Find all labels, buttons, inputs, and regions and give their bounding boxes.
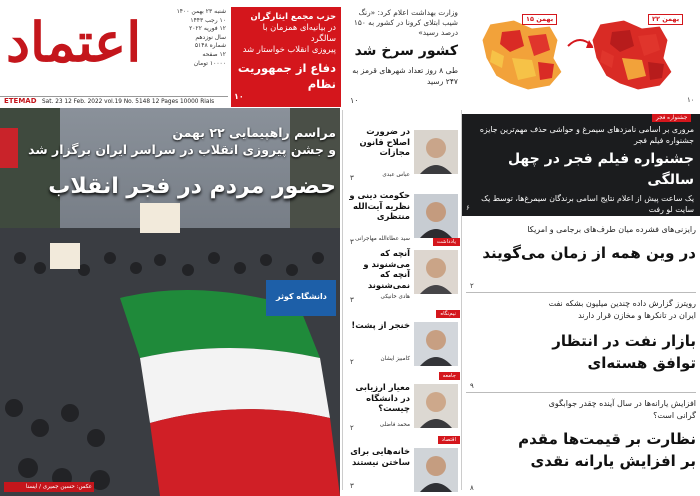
page-number: ۶: [466, 204, 470, 212]
author-portrait-icon: [414, 130, 458, 174]
opinion-column: [344, 108, 460, 496]
story-kicker: افزایش یارانه‌ها در سال آینده چقدر جوابگوی گرانی است؟: [548, 399, 696, 420]
page-number: ۳: [350, 174, 354, 182]
red-box-line: پیروزی انقلاب خواستار شد: [242, 44, 336, 54]
page-number: ۲: [350, 424, 354, 432]
newspaper-logo: اعتماد: [6, 10, 142, 74]
red-box-line: حزب مجمع ایثارگران: [250, 11, 336, 21]
masthead: [0, 0, 228, 108]
story-headline: نظارت بر قیمت‌ها مقدم بر افزایش یارانه نقدی: [518, 430, 696, 470]
issue-line: ۱۰۰۰۰ تومان: [193, 59, 226, 67]
author-portrait-icon: [414, 384, 458, 428]
author-portrait-icon: [414, 448, 458, 492]
issue-line: سال نوزدهم: [195, 33, 226, 41]
corona-story: [346, 8, 458, 108]
story-lead: یک ساعت پیش از اعلام نتایج اسامی برندگان سیمرغ‌ها، توسط یک سایت لو رفت: [481, 194, 694, 214]
photo-caption: عکس: حسین جمیری / ایسنا: [4, 482, 94, 492]
opinion-title: حکومت دینی و نظریه آیت‌الله منتظری: [349, 190, 410, 221]
opinion-author: محمد فاضلی: [379, 422, 410, 428]
opinion-title: آنچه که می‌شنوند و آنچه که نمی‌شنوند: [363, 248, 410, 290]
opinion-author: سید عطاءالله مهاجرانی: [355, 236, 410, 242]
page-number: ۳: [350, 238, 354, 246]
opinion-title: در ضرورت اصلاح قانون مجازات: [359, 126, 410, 157]
story-divider: [466, 292, 696, 293]
news-story[interactable]: [466, 224, 696, 264]
opinion-item[interactable]: [344, 238, 460, 304]
story-headline: جشنواره فیلم فجر در چهل سالگی: [507, 151, 694, 188]
story-lead: طی ۸ روز تعداد شهرهای قرمز به ۲۴۷ رسید: [352, 66, 458, 86]
page-number: ۳: [350, 296, 354, 304]
issue-line: ۱۰ رجب ۱۴۴۳: [190, 16, 226, 24]
page-number: ۸: [470, 484, 474, 492]
issue-line: شماره ۵۱۴۸: [194, 42, 226, 50]
story-headline: بازار نفت در انتظار توافق هسته‌ای: [552, 332, 696, 372]
story-headline: کشور سرخ شد: [354, 43, 458, 59]
opinion-author: عباس عبدی: [382, 172, 410, 178]
main-kicker-line: مراسم راهپیمایی ۲۲ بهمن: [172, 125, 336, 140]
news-story[interactable]: [466, 298, 696, 374]
story-divider: [466, 392, 696, 393]
story-kicker: رایزنی‌های فشرده میان طرف‌های برجامی و امریکا: [527, 225, 696, 234]
issue-line: ۱۲ صفحه: [202, 50, 226, 58]
section-tag: جامعه: [439, 372, 460, 380]
section-tag: یادداشت: [433, 238, 460, 246]
author-portrait-icon: [414, 194, 458, 238]
opinion-item[interactable]: [344, 126, 460, 188]
opinion-title: خانه‌هایی برای ساختن نیستند: [350, 446, 410, 467]
map-label-after: ۲۲ بهمن: [648, 14, 683, 25]
issue-info: [150, 8, 226, 68]
main-kicker: [6, 124, 336, 158]
story-headline: در وین همه از زمان می‌گویند: [482, 244, 696, 262]
red-box-headline: دفاع از جمهوریت نظام: [237, 61, 336, 91]
photo-banner: دانشگاه کوثر: [276, 292, 327, 301]
main-kicker-line: و جشن پیروزی انقلاب در سراسر ایران برگزار شد: [28, 142, 336, 157]
news-story[interactable]: [466, 398, 696, 472]
masthead-info-bar: Sat. 23 12 Feb. 2022 vol.19 No. 5148 12 Pages 10000 Rials: [0, 96, 228, 107]
page-number: ۱۰: [350, 96, 359, 105]
author-portrait-icon: [414, 322, 458, 366]
crowd-photo-icon: [0, 108, 340, 496]
opinion-author: هادی خانیکی: [380, 294, 410, 300]
column-divider: [342, 110, 343, 490]
page-number: ۲: [470, 282, 474, 290]
opinion-title: معیار ارزیابی در دانشگاه چیست؟: [355, 382, 410, 413]
opinion-item[interactable]: [344, 436, 460, 496]
red-news-box: [231, 7, 341, 107]
opinion-item[interactable]: [344, 310, 460, 370]
issue-line: شنبه ۲۳ بهمن ۱۴۰۰: [176, 8, 226, 15]
page-number: ۲: [350, 358, 354, 366]
issue-line: ۱۲ فوریه ۲۰۲۲: [189, 25, 226, 33]
story-kicker: رویترز گزارش داده چندین میلیون بشکه نفت ایران در تانکرها و مخازن قرار دارند: [548, 299, 696, 320]
section-tag: جشنواره فجر: [652, 114, 691, 122]
page-number: ۱۰: [234, 92, 244, 101]
page-number: ۳: [350, 482, 354, 490]
red-box-line: در بیانیه‌ای همزمان با سالگرد: [262, 22, 336, 43]
main-headline: حضور مردم در فجر انقلاب: [48, 174, 336, 199]
page-number: ۱۰: [687, 96, 695, 104]
opinion-title: خنجر از پشت!: [351, 320, 410, 330]
opinion-author: کامبیز ایشان: [380, 356, 410, 362]
story-kicker: وزارت بهداشت اعلام کرد: «رنگ شیب ابتلای کرونا در کشور به ۱۵۰ درصد رسید»: [353, 8, 458, 37]
author-portrait-icon: [414, 250, 458, 294]
film-festival-box[interactable]: [462, 114, 700, 216]
opinion-item[interactable]: [344, 372, 460, 434]
section-tag: اقتصاد: [438, 436, 460, 444]
section-tag: نیم‌نگاه: [436, 310, 460, 318]
corona-maps: [462, 6, 696, 108]
map-label-before: ۱۵ بهمن: [522, 14, 557, 25]
latin-name: ETEMAD: [4, 97, 37, 105]
page-number: ۹: [470, 382, 474, 390]
main-photo: [0, 108, 340, 496]
story-kicker: مروری بر اسامی نامزدهای سیمرغ و حواشی حذف مهم‌ترین جایزه جشنواره فیلم فجر: [479, 125, 694, 145]
